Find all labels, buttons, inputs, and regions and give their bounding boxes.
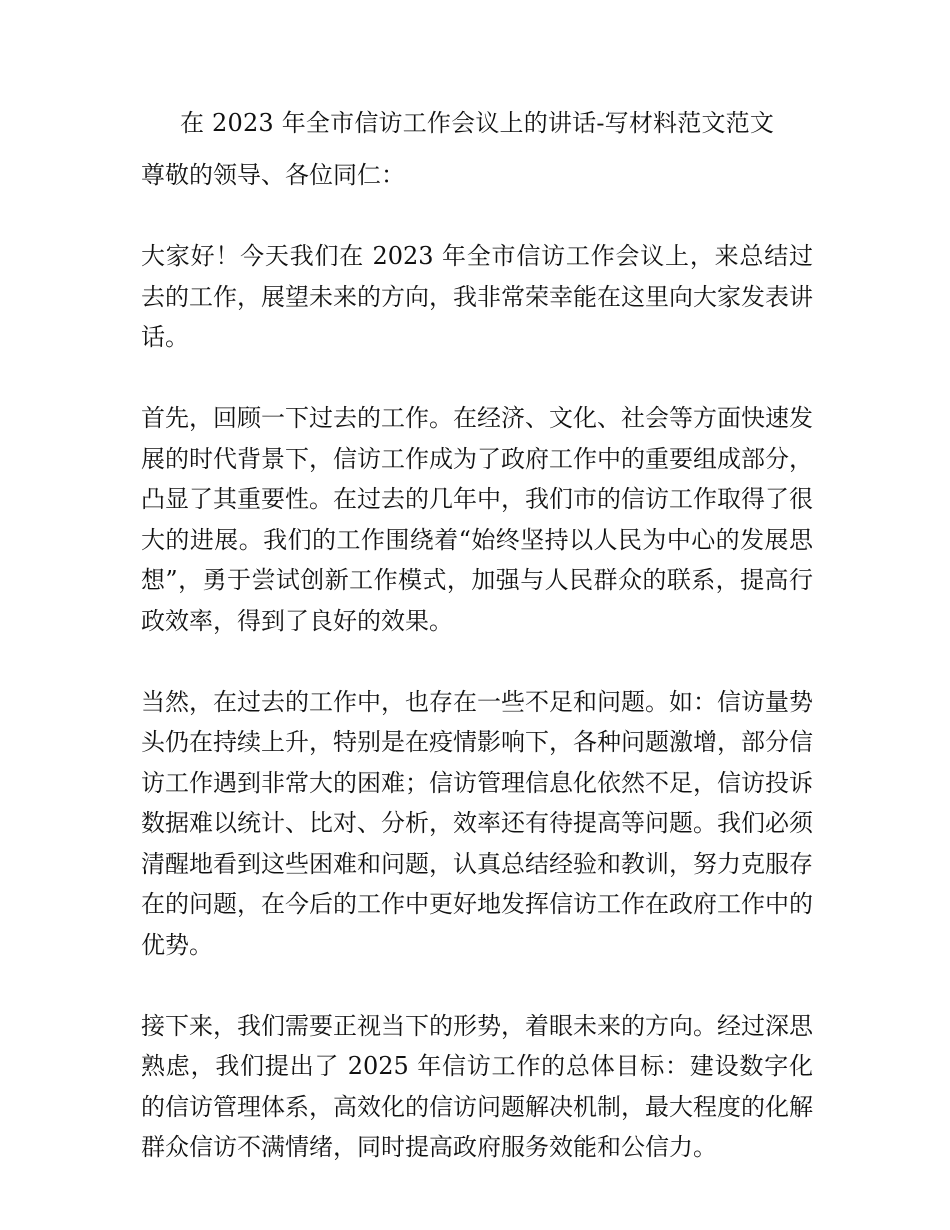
paragraph-problems: 当然，在过去的工作中，也存在一些不足和问题。如：信访量势头仍在持续上升，特别是在疫情影响下，各种问题激增，部分信访工作遇到非常大的困难；信访管理信息化依然不足，信访投诉数据难以统计、比对、分析，效率还有待提高等问题。我们必须清醒地看到这些困难和问题，认真总结经验和教训，努力克服存在的问题，在今后的工作中更好地发挥信访工作在政府工作中的优势。 xyxy=(141,687,813,959)
paragraph-greeting: 尊敬的领导、各位同仁： xyxy=(141,161,405,189)
paragraph-goals: 接下来，我们需要正视当下的形势，着眼未来的方向。经过深思熟虑，我们提出了 2025 年信访工作的总体目标：建设数字化的信访管理体系，高效化的信访问题解决机制，最大程度的化解群众信访不满情绪，同时提高政府服务效能和公信力。 xyxy=(141,1011,813,1161)
paragraph-opening: 大家好！今天我们在 2023 年全市信访工作会议上，来总结过去的工作，展望未来的方向，我非常荣幸能在这里向大家发表讲话。 xyxy=(141,242,813,351)
document-title: 在 2023 年全市信访工作会议上的讲话-写材料范文范文 xyxy=(180,109,775,137)
paragraph-review: 首先，回顾一下过去的工作。在经济、文化、社会等方面快速发展的时代背景下，信访工作成为了政府工作中的重要组成部分，凸显了其重要性。在过去的几年中，我们市的信访工作取得了很大的进展。我们的工作围绕着“始终坚持以人民为中心的发展思想”，勇于尝试创新工作模式，加强与人民群众的联系，提高行政效率，得到了良好的效果。 xyxy=(141,404,813,635)
document-body xyxy=(141,155,813,1208)
